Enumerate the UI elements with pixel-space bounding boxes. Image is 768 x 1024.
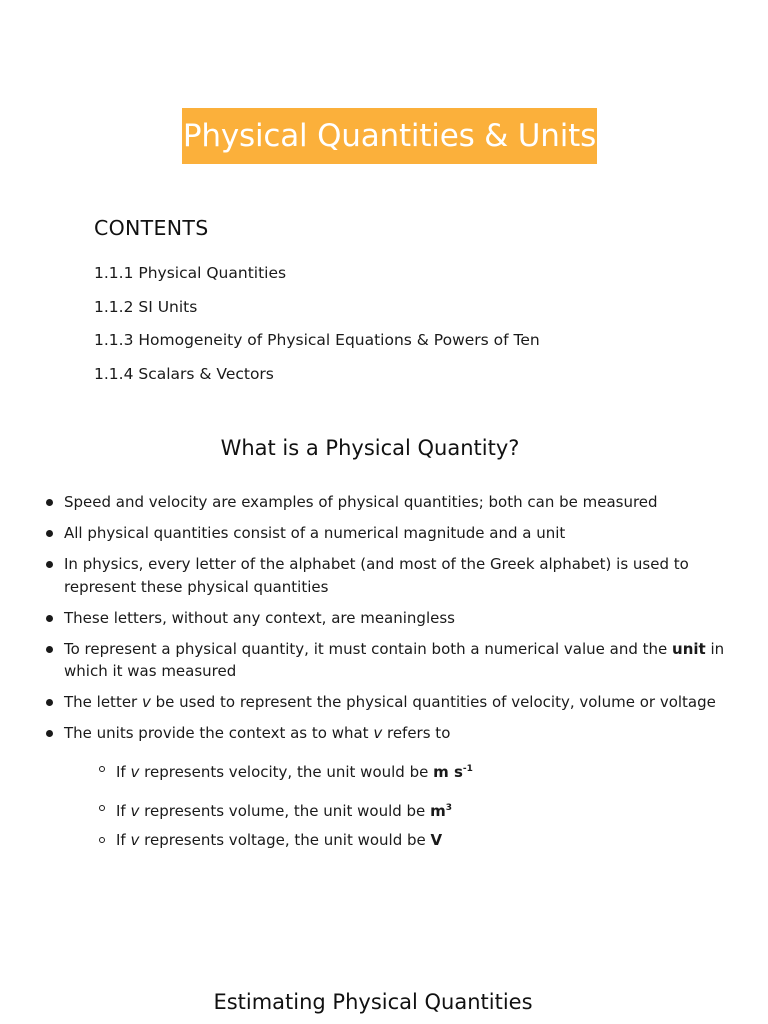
section-heading-what: What is a Physical Quantity? — [220, 436, 520, 460]
bullet-text: All physical quantities consist of a numerical magnitude and a unit — [64, 524, 566, 542]
sub-bullet-icon — [99, 766, 105, 772]
sub-bullet-pre: If — [116, 763, 131, 781]
sub-bullet-unit-exponent: 3 — [445, 803, 452, 813]
sub-bullet-pre: If — [116, 802, 131, 820]
bullet-text-before: The units provide the context as to what — [64, 724, 374, 742]
bullet-text: In physics, every letter of the alphabet (and most of the Greek alphabet) is used to represent these physical quantities — [64, 555, 689, 596]
bullet-variable: v — [373, 724, 383, 742]
bullet-variable: v — [142, 693, 151, 711]
bullet-item — [42, 491, 742, 514]
bullet-item — [42, 691, 742, 714]
sub-bullet-variable: v — [130, 763, 140, 781]
bullet-text: These letters, without any context, are meaningless — [64, 608, 455, 627]
contents-item[interactable]: 1.1.2 SI Units — [94, 297, 198, 316]
bullet-item — [42, 638, 742, 683]
sub-bullet-item — [96, 829, 716, 851]
page-title: Physical Quantities & Units — [182, 118, 597, 154]
sub-bullet-pre: If — [116, 831, 131, 849]
sub-bullet-mid: represents volume, the unit would be — [139, 802, 431, 820]
bullet-icon — [46, 699, 53, 706]
bullet-icon — [46, 730, 53, 737]
bullet-icon — [46, 499, 53, 506]
contents-item[interactable]: 1.1.3 Homogeneity of Physical Equations & Powers of Ten — [94, 331, 540, 349]
contents-item[interactable]: 1.1.1 Physical Quantities — [94, 264, 287, 282]
bullet-item — [42, 553, 742, 598]
bullet-icon — [46, 615, 53, 622]
sub-bullet-variable: v — [130, 802, 140, 820]
sub-bullet-list — [96, 829, 716, 851]
title-banner — [182, 108, 597, 164]
sub-bullet-list — [96, 797, 716, 822]
bullet-item — [42, 607, 742, 630]
bullet-text-before: To represent a physical quantity, it must contain both a numerical value and the — [64, 639, 673, 658]
section-heading-estimating: Estimating Physical Quantities — [213, 990, 533, 1014]
sub-bullet-unit-exponent: -1 — [462, 764, 473, 774]
contents-list — [94, 262, 540, 396]
bullet-icon — [46, 646, 53, 653]
sub-bullet-item — [96, 797, 716, 822]
sub-bullet-icon — [99, 837, 105, 843]
sub-bullet-unit: V — [430, 831, 443, 849]
sub-bullet-unit: m s — [433, 763, 463, 781]
bullet-text-after: in which it was measured — [64, 639, 725, 680]
bullet-icon — [46, 561, 53, 568]
sub-bullet-item — [96, 758, 716, 783]
bullet-item — [42, 522, 742, 545]
bullet-text-after: refers to — [382, 724, 451, 742]
sub-bullet-icon — [99, 805, 105, 811]
contents-heading: CONTENTS — [94, 216, 209, 240]
bullet-text: Speed and velocity are examples of physical quantities; both can be measured — [64, 493, 658, 511]
bullet-text-before: The letter — [64, 693, 142, 711]
bullet-icon — [46, 530, 53, 537]
sub-bullet-mid: represents voltage, the unit would be — [139, 831, 431, 849]
sub-bullet-variable: v — [130, 831, 140, 849]
contents-item[interactable]: 1.1.4 Scalars & Vectors — [94, 364, 274, 383]
sub-bullet-mid: represents velocity, the unit would be — [139, 763, 434, 781]
bullet-bold-term: unit — [672, 639, 706, 658]
bullet-item — [42, 722, 742, 745]
sub-bullet-unit: m — [430, 802, 446, 820]
bullet-text-after: be used to represent the physical quantities of velocity, volume or voltage — [150, 693, 716, 711]
bullet-list — [42, 491, 742, 753]
sub-bullet-list — [96, 758, 716, 783]
